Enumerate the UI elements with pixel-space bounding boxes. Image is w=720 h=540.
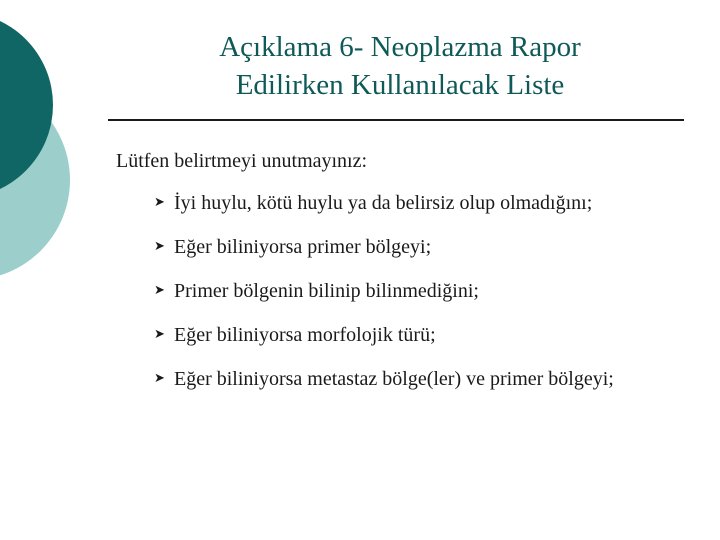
decorative-circles: [0, 0, 80, 290]
list-item: [154, 190, 694, 216]
list-item-text: Primer bölgenin bilinip bilinmediğini;: [174, 280, 479, 302]
title-line-2: Edilirken Kullanılacak Liste: [235, 69, 565, 101]
list-item-text: Eğer biliniyorsa morfolojik türü;: [174, 324, 436, 346]
list-item-text: Eğer biliniyorsa metastaz bölge(ler) ve primer bölgeyi;: [174, 368, 614, 390]
arrowhead-bullet-icon: ➤: [154, 283, 165, 298]
bullet-list: [154, 190, 694, 410]
list-item: [154, 278, 694, 304]
title-divider: [108, 119, 684, 121]
title-line-1: Açıklama 6- Neoplazma Rapor: [219, 31, 581, 63]
arrowhead-bullet-icon: ➤: [154, 327, 165, 342]
list-item: [154, 234, 694, 260]
arrowhead-bullet-icon: ➤: [154, 371, 165, 386]
list-item-text: İyi huylu, kötü huylu ya da belirsiz olup olmadığını;: [174, 192, 593, 214]
lead-text: Lütfen belirtmeyi unutmayınız:: [116, 150, 368, 172]
list-item-text: Eğer biliniyorsa primer bölgeyi;: [174, 236, 432, 258]
arrowhead-bullet-icon: ➤: [154, 239, 165, 254]
list-item: [154, 366, 694, 392]
slide-title: [110, 28, 690, 104]
list-item: [154, 322, 694, 348]
arrowhead-bullet-icon: ➤: [154, 195, 165, 210]
